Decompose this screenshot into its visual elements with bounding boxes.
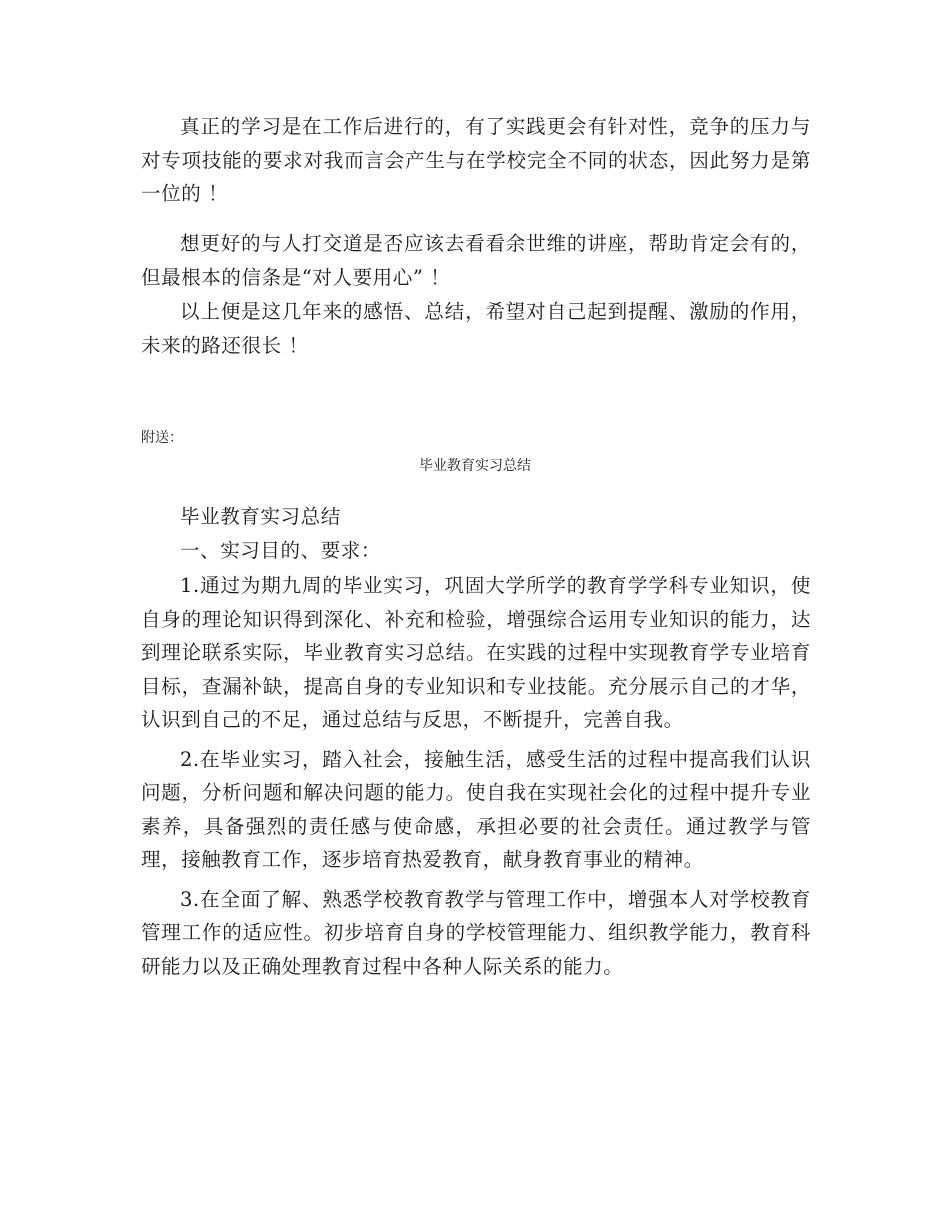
annex-body	[141, 500, 811, 983]
annex-title: 毕业教育实习总结	[419, 458, 531, 474]
fusong-label: 附送：	[141, 430, 183, 446]
annex-item-1: 1.通过为期九周的毕业实习，巩固大学所学的教育学学科专业知识，使自身的理论知识得到深化、补充和检验，增强综合运用专业知识的能力，达到理论联系实际，毕业教育实习总结。在实践的过程中实现教育学专业培育目标，查漏补缺，提高自身的专业知识和专业技能。充分展示自己的才华，认识到自己的不足，通过总结与反思，不断提升，完善自我。	[141, 574, 811, 731]
annex-item-2: 2.在毕业实习，踏入社会，接触生活，感受生活的过程中提高我们认识问题，分析问题和解决问题的能力。使自我在实现社会化的过程中提升专业素养，具备强烈的责任感与使命感，承担必要的社会责任。通过教学与管理，接触教育工作，逐步培育热爱教育，献身教育事业的精神。	[141, 747, 811, 871]
annex-subheading-goals: 一、实习目的、要求：	[180, 538, 382, 562]
paragraph-dealing-with-people: 想更好的与人打交道是否应该去看看余世维的讲座，帮助肯定会有的，但最根本的信条是“对人要用心” ！	[141, 232, 811, 289]
paragraph-reflection-summary: 以上便是这几年来的感悟、总结，希望对自己起到提醒、激励的作用，未来的路还很长 ！	[141, 300, 811, 357]
annex-item-3: 3.在全面了解、熟悉学校教育教学与管理工作中，增强本人对学校教育管理工作的适应性。初步培育自身的学校管理能力、组织教学能力，教育科研能力以及正确处理教育过程中各种人际关系的能力。	[141, 887, 811, 978]
paragraph-learning-after-work: 真正的学习是在工作后进行的，有了实践更会有针对性，竞争的压力与对专项技能的要求对我而言会产生与在学校完全不同的状态，因此努力是第一位的 ！	[141, 115, 811, 205]
annex-heading: 毕业教育实习总结	[180, 505, 341, 528]
